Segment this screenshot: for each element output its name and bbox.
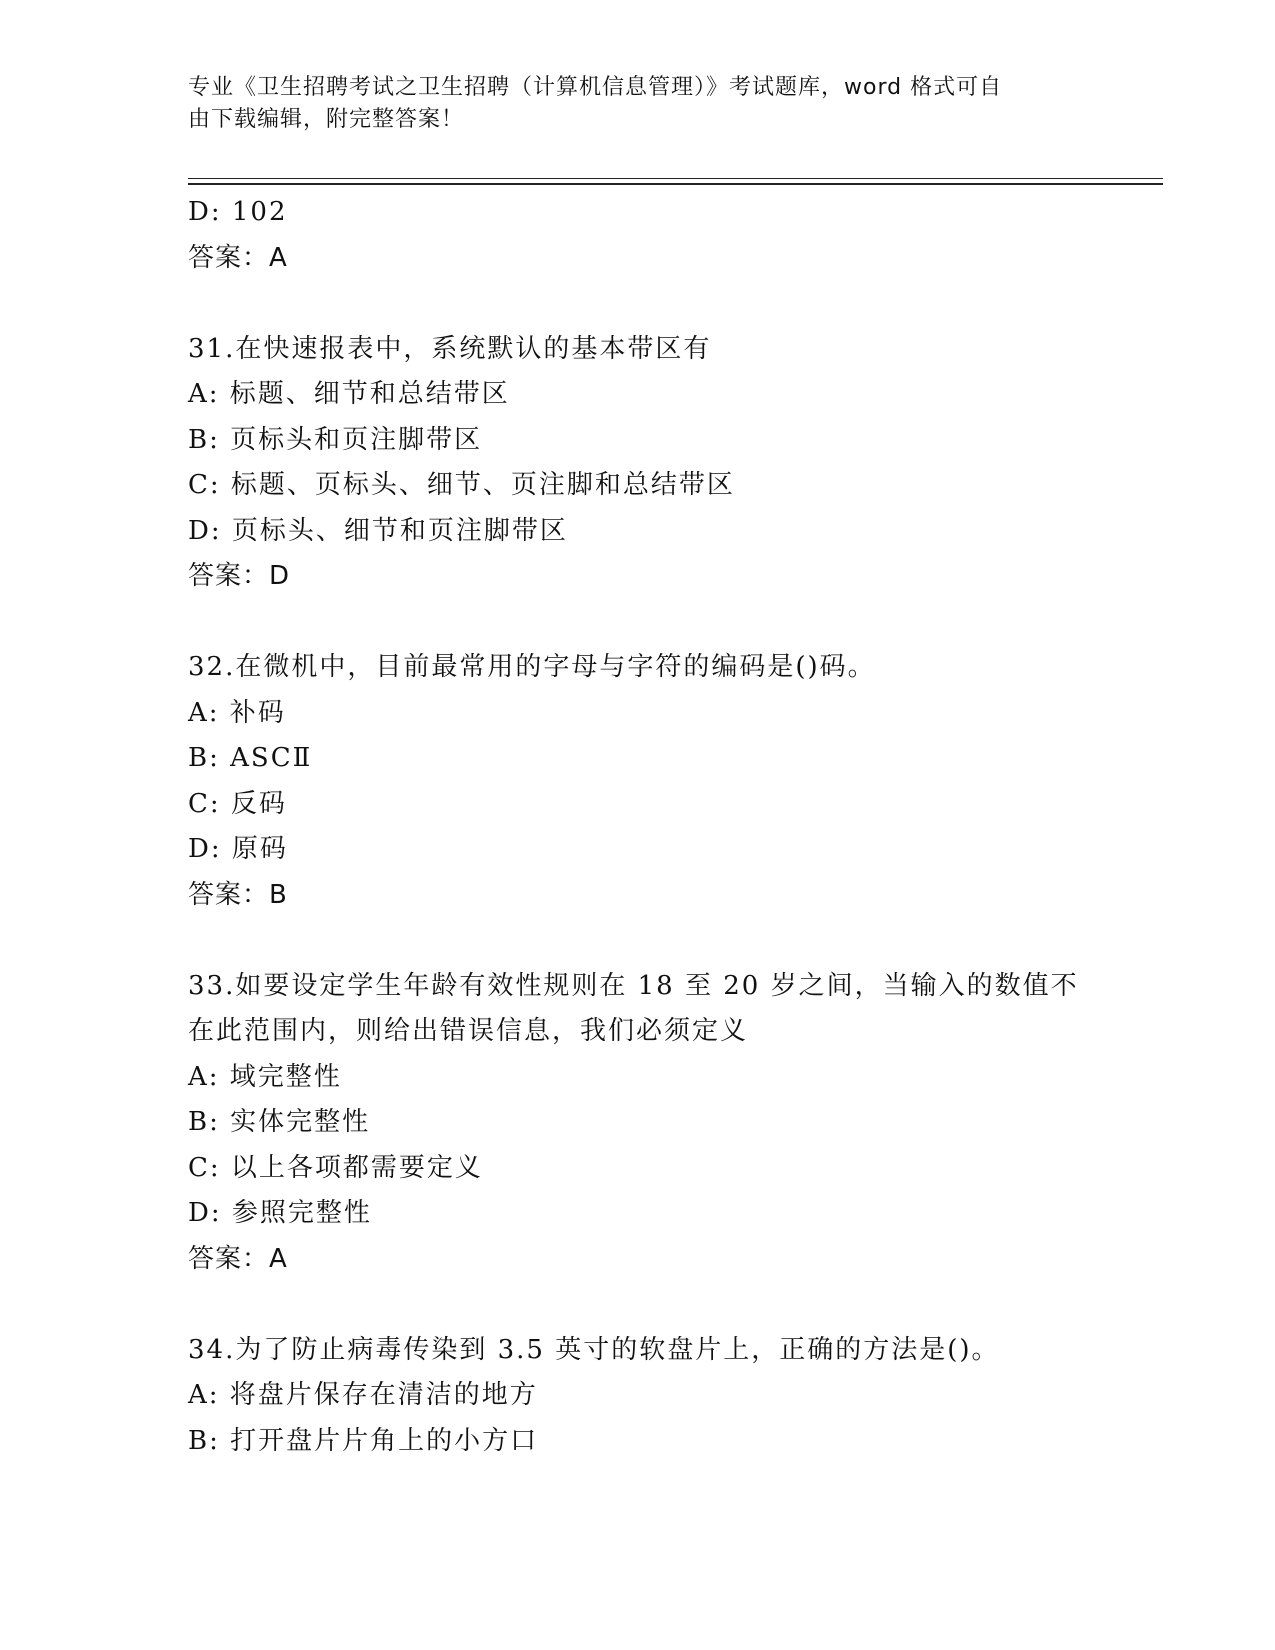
question-33	[188, 964, 1088, 1283]
answer: 答案：A	[188, 1243, 288, 1274]
option-a: A: 将盘片保存在清洁的地方	[188, 1380, 538, 1410]
question-32	[188, 645, 1088, 918]
option-c: C: 以上各项都需要定义	[188, 1152, 483, 1183]
header-line-1: 专业《卫生招聘考试之卫生招聘（计算机信息管理）》考试题库，word 格式可自	[188, 75, 1003, 100]
option-c: C: 反码	[188, 788, 287, 819]
option-c: C: 标题、页标头、细节、页注脚和总结带区	[188, 470, 735, 500]
document-body	[188, 190, 1088, 1464]
option-d: D: 页标头、细节和页注脚带区	[188, 515, 568, 546]
option-d: D: 102	[188, 197, 288, 227]
option-a: A: 标题、细节和总结带区	[188, 379, 510, 409]
option-d: D: 参照完整性	[188, 1198, 372, 1228]
question-34	[188, 1328, 1088, 1465]
option-b: B: ASCⅡ	[188, 743, 313, 773]
question-stem-line-1: 33.如要设定学生年龄有效性规则在 18 至 20 岁之间，当输入的数值不	[188, 970, 1079, 1001]
answer: 答案：D	[188, 561, 291, 591]
header-line-2: 由下载编辑，附完整答案！	[188, 107, 465, 132]
question-stem: 32.在微机中，目前最常用的字母与字符的编码是()码。	[188, 652, 876, 682]
option-a: A: 补码	[188, 697, 286, 728]
option-a: A: 域完整性	[188, 1061, 342, 1092]
answer: 答案：B	[188, 879, 288, 910]
question-stem-line-2: 在此范围内，则给出错误信息，我们必须定义	[188, 1016, 749, 1046]
question-stem: 34.为了防止病毒传染到 3.5 英寸的软盘片上，正确的方法是()。	[188, 1334, 1000, 1365]
question-stem: 31.在快速报表中，系统默认的基本带区有	[188, 333, 712, 364]
option-b: B: 实体完整性	[188, 1107, 371, 1137]
answer: 答案：A	[188, 242, 288, 273]
option-b: B: 打开盘片片角上的小方口	[188, 1425, 539, 1456]
header-divider-thin	[188, 178, 1163, 179]
document-header	[188, 72, 1088, 136]
header-divider-thick	[188, 183, 1163, 185]
question-31	[188, 327, 1088, 600]
option-b: B: 页标头和页注脚带区	[188, 424, 483, 455]
option-d: D: 原码	[188, 834, 288, 864]
